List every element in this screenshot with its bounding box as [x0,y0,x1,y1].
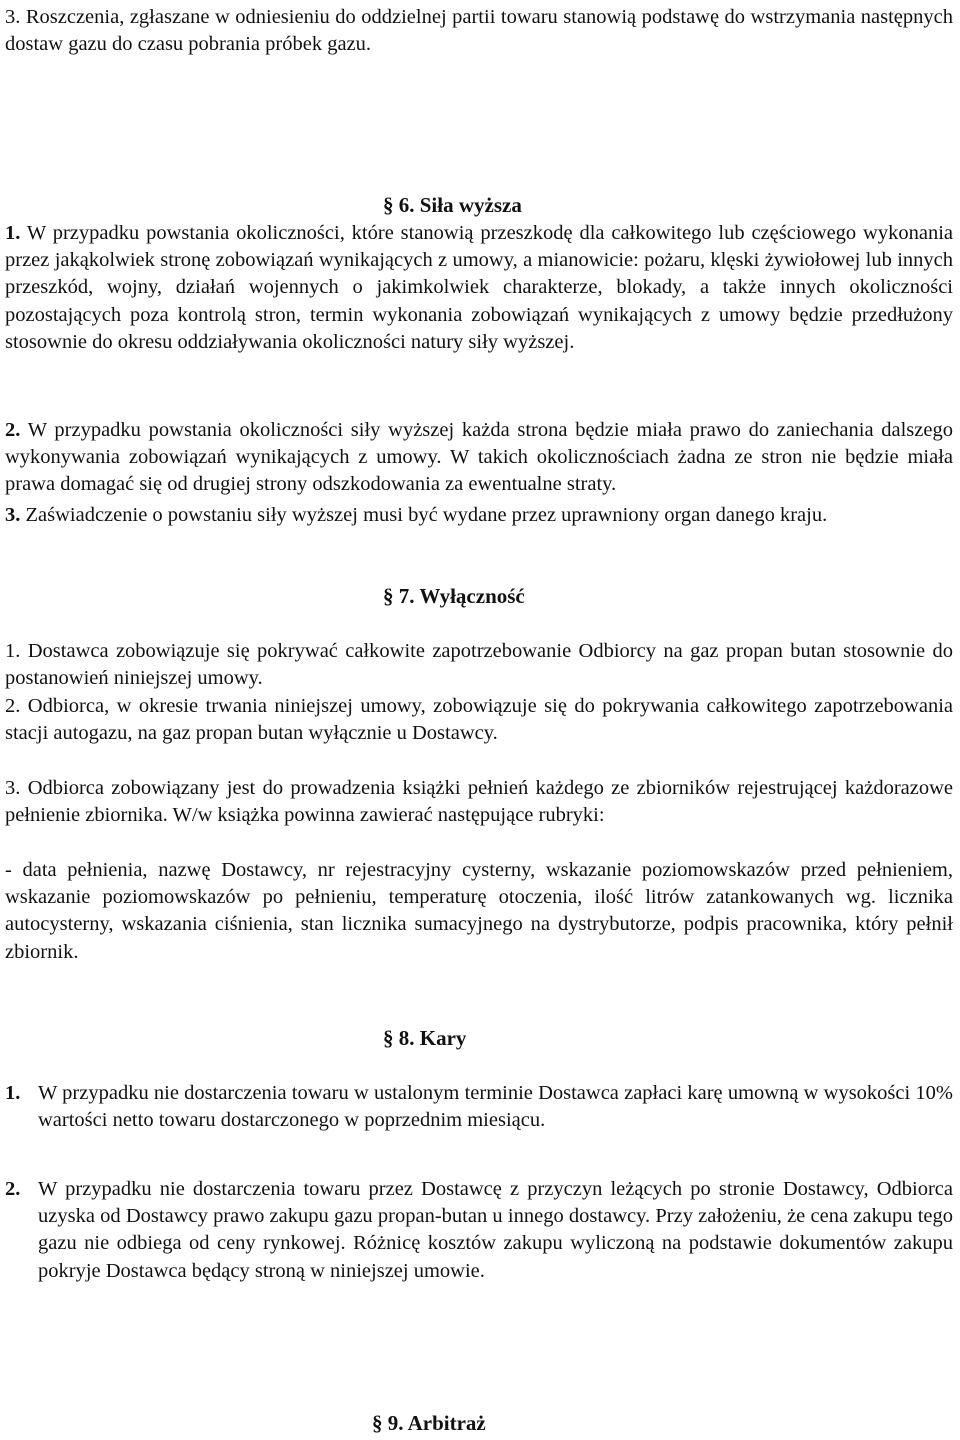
item-number: 2. [5,419,21,441]
item-number: 1. [5,1082,21,1104]
paragraph-8-1: 1. W przypadku nie dostarczenia towaru w ustalonym terminie Dostawca zapłaci karę umowną w wysokości 10% wartości netto towaru dostarczonego w poprzednim miesiącu. [5,1082,953,1132]
section-heading-7: § 7. Wyłączność [383,584,525,608]
paragraph-6-3: 3. Zaświadczenie o powstaniu siły wyższej musi być wydane przez uprawniony organ danego kraju. [5,504,828,526]
section-heading-9: § 9. Arbitraż [372,1411,486,1435]
paragraph-6-1: 1. W przypadku powstania okoliczności, które stanowią przeszkodę dla całkowitego lub częściowego wykonania przez jakąkolwiek stronę zobowiązań wynikających z umowy, a mianowicie: pożaru, klęski żywiołowej lub innych przeszkód, wojny, działań wojennych o jakimkolwiek charakterze, blokady, a także innych okoliczności pozostających poza kontrolą stron, termin wykonania zobowiązań wynikających z umowy będzie przedłużony stosownie do okresu oddziaływania okoliczności natury siły wyższej. [5,222,953,353]
item-number: 3. [5,504,21,526]
item-number: 2. [5,1178,21,1200]
paragraph-7-3: 3. Odbiorca zobowiązany jest do prowadzenia książki pełnień każdego ze zbiorników rejestrującej każdorazowe pełnienie zbiornika. W/w książka powinna zawierać następujące rubryki: [5,777,953,827]
paragraph-roszczenia: 3. Roszczenia, zgłaszane w odniesieniu do oddzielnej partii towaru stanowią podstawę do wstrzymania następnych dostaw gazu do czasu pobrania próbek gazu. [5,6,953,56]
paragraph-6-2: 2. W przypadku powstania okoliczności siły wyższej każda strona będzie miała prawo do zaniechania dalszego wykonywania zobowiązań wynikających z umowy. W takich okolicznościach żadna ze stron nie będzie miała prawa domagać się od drugiej strony odszkodowania za ewentualne straty. [5,419,953,496]
paragraph-7-3-list: - data pełnienia, nazwę Dostawcy, nr rejestracyjny cysterny, wskazanie poziomowskazów przed pełnieniem, wskazanie poziomowskazów po pełnieniu, temperaturę otoczenia, ilość litrów zatankowanych wg. licznika autocysterny, wskazania ciśnienia, stan licznika sumacyjnego na dystrybutorze, podpis pracownika, który pełnił zbiornik. [5,859,953,963]
section-heading-8: § 8. Kary [383,1026,467,1050]
paragraph-7-2: 2. Odbiorca, w okresie trwania niniejszej umowy, zobowiązuje się do pokrywania całkowitego zapotrzebowania stacji autogazu, na gaz propan butan wyłącznie u Dostawcy. [5,695,953,745]
item-number: 1. [5,222,21,244]
paragraph-7-1: 1. Dostawca zobowiązuje się pokrywać całkowite zapotrzebowanie Odbiorcy na gaz propan butan stosownie do postanowień niniejszej umowy. [5,640,953,690]
section-heading-6: § 6. Siła wyższa [383,193,522,217]
paragraph-8-2: 2. W przypadku nie dostarczenia towaru przez Dostawcę z przyczyn leżących po stronie Dostawcy, Odbiorca uzyska od Dostawcy prawo zakupu gazu propan-butan u innego dostawcy. Przy założeniu, że cena zakupu tego gazu nie odbiega od ceny rynkowej. Różnicę kosztów zakupu wyliczoną na podstawie dokumentów zakupu pokryje Dostawca będący stroną w niniejszej umowie. [5,1178,953,1282]
